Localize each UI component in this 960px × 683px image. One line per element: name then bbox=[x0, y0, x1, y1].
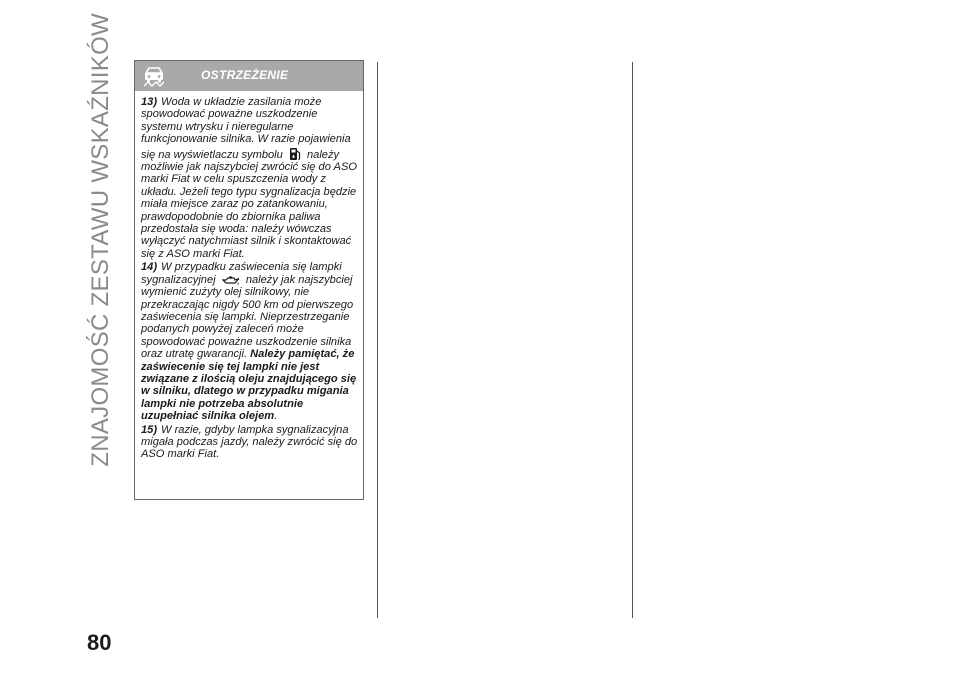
note-text: W przypadku zaświecenia się lampki sygnalizacyjnej bbox=[141, 261, 342, 286]
oil-level-icon bbox=[222, 276, 240, 286]
page-number: 80 bbox=[87, 630, 112, 655]
note-text-tail: . bbox=[274, 410, 278, 423]
warning-box bbox=[134, 60, 364, 500]
water-in-fuel-icon bbox=[289, 146, 301, 161]
note-number: 15) bbox=[141, 423, 158, 436]
warning-header bbox=[135, 61, 363, 91]
note-13 bbox=[141, 96, 359, 260]
warning-body bbox=[135, 91, 363, 461]
column-divider bbox=[377, 62, 378, 618]
note-15 bbox=[141, 424, 359, 461]
chapter-title bbox=[86, 13, 116, 467]
note-text: W razie, gdyby lampka sygnalizacyjna migała podczas jazdy, należy zwrócić się do ASO marki Fiat. bbox=[141, 423, 358, 461]
column-divider bbox=[632, 62, 633, 618]
note-text: należy możliwie jak najszybciej zwrócić się do ASO marki Fiat w celu spuszczenia wody z układu. Jeżeli tego typu sygnalizacja będzie miała miejsce zaraz po zatankowaniu, prawdopodobnie do zbiornika paliwa przedostała się woda: należy wówczas wyłączyć natychmiast silnik i skontaktować się z ASO marki Fiat. bbox=[141, 148, 357, 260]
car-warning-icon bbox=[142, 64, 166, 88]
chapter-title-text: ZNAJOMOŚĆ ZESTAWU WSKAŹNIKÓW bbox=[87, 13, 114, 467]
note-text: Woda w układzie zasilania może spowodować poważne uszkodzenie systemu wtrysku i nieregularne funkcjonowanie silnika. W razie pojawienia się na wyświetlaczu symbolu bbox=[141, 96, 351, 161]
note-text: należy jak najszybciej wymienić zużyty olej silnikowy, nie przekraczając nigdy 500 km od pierwszego zaświecenia się lampki. Nieprzestrzeganie podanych powyżej zaleceń może spowodować poważne uszkodzenie silnika oraz utratę gwarancji. bbox=[141, 273, 354, 361]
warning-title: OSTRZEŻENIE bbox=[201, 68, 289, 82]
note-14 bbox=[141, 261, 359, 422]
note-bold-text: Należy pamiętać, że zaświecenie się tej lampki nie jest związane z ilością oleju znajdującego się w silniku, dlatego w przypadku migania lampki nie potrzeba absolutnie uzupełniać silnika olejem bbox=[141, 348, 357, 423]
note-number: 14) bbox=[141, 261, 158, 274]
note-number: 13) bbox=[141, 96, 158, 108]
